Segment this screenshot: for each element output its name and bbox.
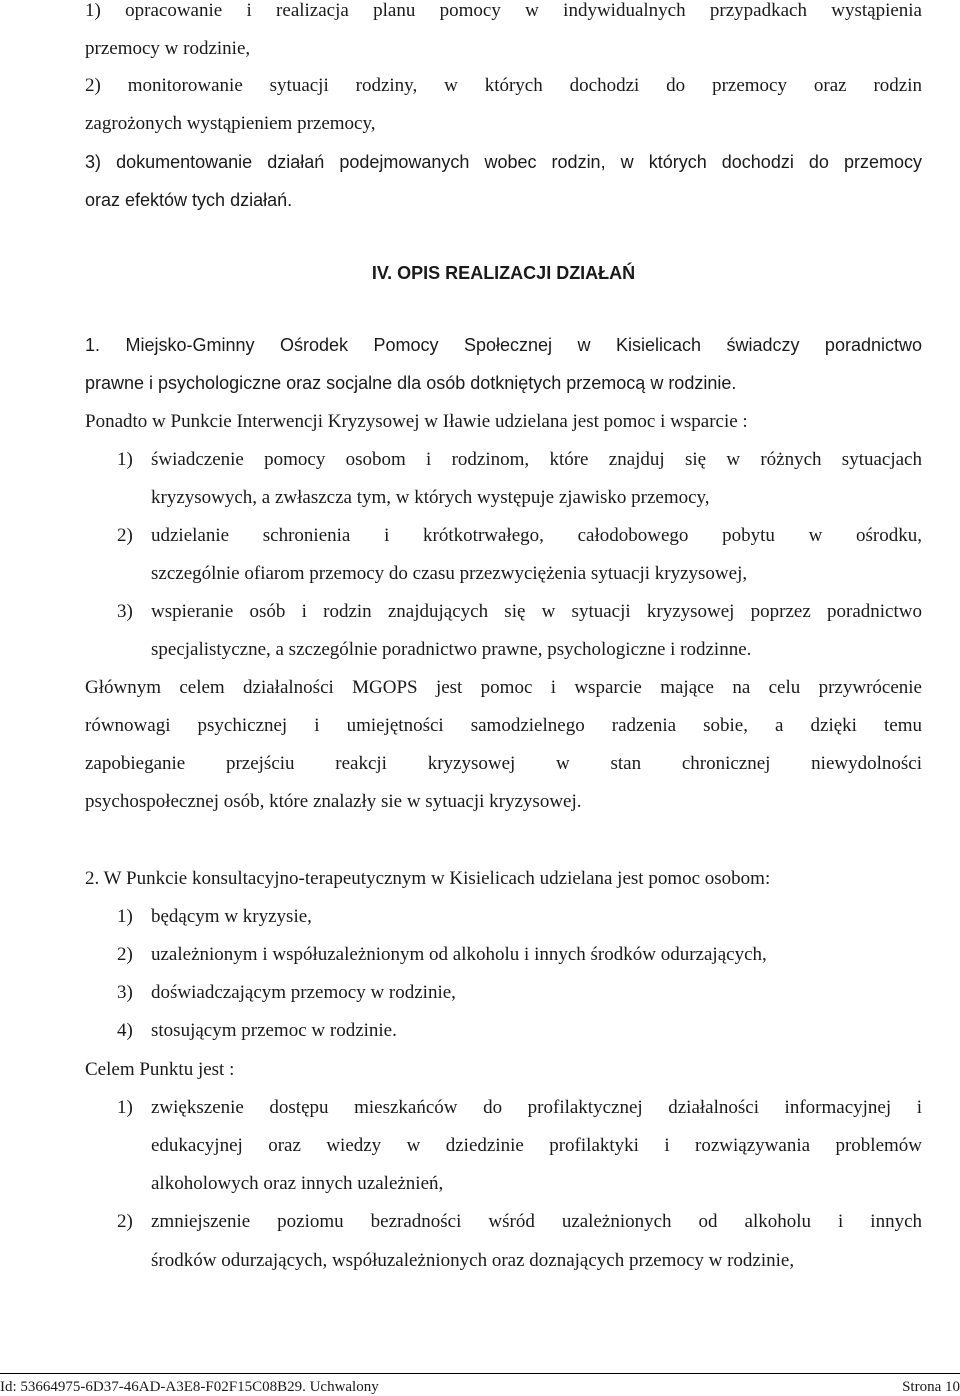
page-number: Strona 10 xyxy=(902,1379,960,1395)
list-item-text: stosującym przemoc w rodzinie. xyxy=(151,1020,397,1041)
list-item-text: wspieranie osób i rodzin znajdujących się w sytuacji kryzysowej poprzez poradnictwo xyxy=(151,601,922,622)
paragraph-line: 2. W Punkcie konsultacyjno-terapeutycznym w Kisielicach udzielana jest pomoc osobom: xyxy=(85,868,771,889)
list-item-text: 1) opracowanie i realizacja planu pomocy w indywidualnych przypadkach wystąpienia xyxy=(85,0,922,21)
list-number: 3) xyxy=(117,601,133,622)
list-number: 1) xyxy=(117,449,133,470)
paragraph-line: zapobieganie przejściu reakcji kryzysowej w stan chronicznej niewydolności xyxy=(85,753,922,774)
list-item-text: świadczenie pomocy osobom i rodzinom, które znajduj się w różnych sytuacjach xyxy=(151,449,922,470)
list-item-text: uzależnionym i współuzależnionym od alkoholu i innych środków odurzających, xyxy=(151,944,767,965)
paragraph-line: Celem Punktu jest : xyxy=(85,1059,235,1080)
list-number: 2) xyxy=(117,525,133,546)
list-item-text: przemocy w rodzinie, xyxy=(85,38,251,59)
list-item-text: edukacyjnej oraz wiedzy w dziedzinie profilaktyki i rozwiązywania problemów xyxy=(151,1135,922,1156)
page-footer xyxy=(0,1364,960,1396)
list-item-text: zmniejszenie poziomu bezradności wśród uzależnionych od alkoholu i innych xyxy=(151,1211,922,1232)
paragraph-line: Ponadto w Punkcie Interwencji Kryzysowej w Iławie udzielana jest pomoc i wsparcie : xyxy=(85,411,748,432)
list-number: 1) xyxy=(117,906,133,927)
paragraph-line: 1. Miejsko-Gminny Ośrodek Pomocy Społecznej w Kisielicach świadczy poradnictwo xyxy=(85,335,922,355)
list-item-text: środków odurzających, współuzależnionych oraz doznających przemocy w rodzinie, xyxy=(151,1250,795,1271)
list-number: 2) xyxy=(117,944,133,965)
list-item-text: 2) monitorowanie sytuacji rodziny, w których dochodzi do przemocy oraz rodzin xyxy=(85,75,922,96)
list-number: 1) xyxy=(117,1097,133,1118)
list-item-text: będącym w kryzysie, xyxy=(151,906,312,927)
footer-divider xyxy=(0,1373,960,1374)
list-item-text: specjalistyczne, a szczególnie poradnictwo prawne, psychologiczne i rodzinne. xyxy=(151,639,752,660)
paragraph-line: Głównym celem działalności MGOPS jest pomoc i wsparcie mające na celu przywrócenie xyxy=(85,677,922,698)
paragraph-line: prawne i psychologiczne oraz socjalne dla osób dotkniętych przemocą w rodzinie. xyxy=(85,373,737,393)
list-item-text: 3) dokumentowanie działań podejmowanych wobec rodzin, w których dochodzi do przemocy xyxy=(85,152,922,172)
list-item-text: oraz efektów tych działań. xyxy=(85,190,293,210)
document-id: Id: 53664975-6D37-46AD-A3E8-F02F15C08B29. Uchwalony xyxy=(0,1379,379,1395)
paragraph-line: psychospołecznej osób, które znalazły sie w sytuacji kryzysowej. xyxy=(85,791,582,812)
list-number: 3) xyxy=(117,982,133,1003)
list-item-text: zwiększenie dostępu mieszkańców do profilaktycznej działalności informacyjnej i xyxy=(151,1097,922,1118)
list-number: 2) xyxy=(117,1211,133,1232)
list-item-text: udzielanie schronienia i krótkotrwałego, całodobowego pobytu w ośrodku, xyxy=(151,525,922,546)
paragraph-line: równowagi psychicznej i umiejętności samodzielnego radzenia sobie, a dzięki temu xyxy=(85,715,922,736)
list-number: 4) xyxy=(117,1020,133,1041)
list-item-text: zagrożonych wystąpieniem przemocy, xyxy=(85,113,376,134)
list-item-text: alkoholowych oraz innych uzależnień, xyxy=(151,1173,444,1194)
list-item-text: kryzysowych, a zwłaszcza tym, w których występuje zjawisko przemocy, xyxy=(151,487,710,508)
section-heading: IV. OPIS REALIZACJI DZIAŁAŃ xyxy=(371,263,636,283)
list-item-text: szczególnie ofiarom przemocy do czasu przezwyciężenia sytuacji kryzysowej, xyxy=(151,563,748,584)
list-item-text: doświadczającym przemocy w rodzinie, xyxy=(151,982,456,1003)
